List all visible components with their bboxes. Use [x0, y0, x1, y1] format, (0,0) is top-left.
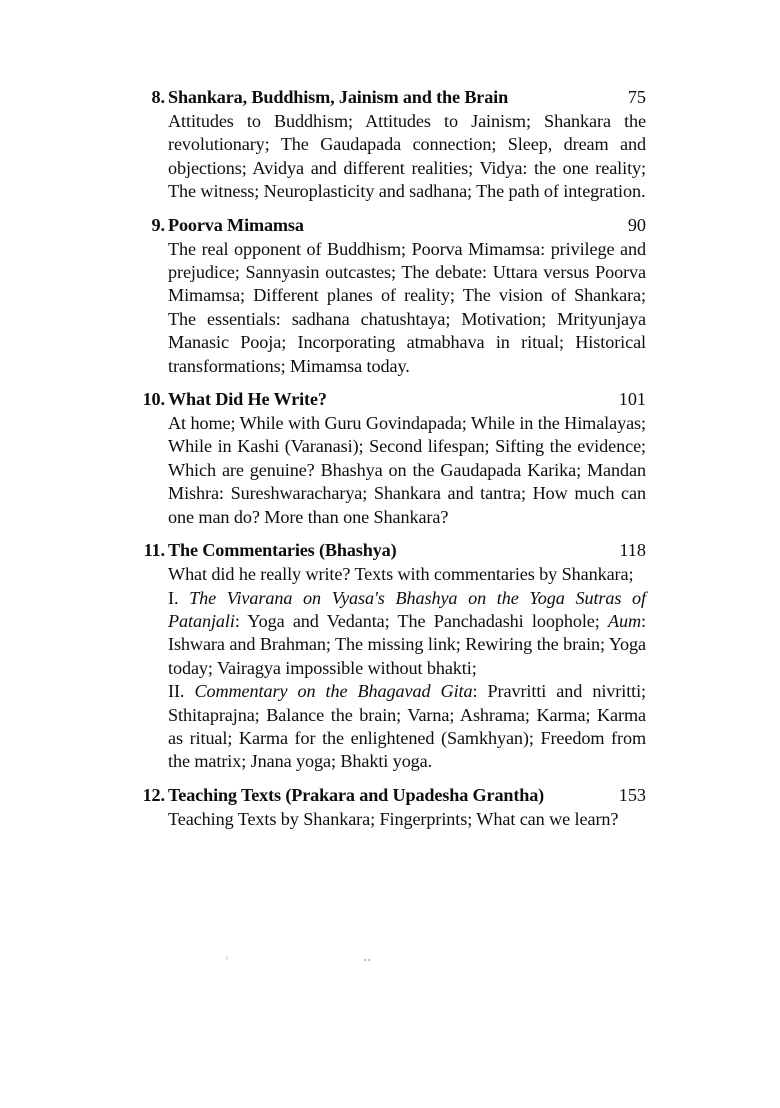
roman-ii-contents: : Pravritti and nivritti; Sthitaprajna; Balance the brain; Varna; Ashrama; Karma; Karma as ritual; Karma for the enlightened (Samkhyan); Freedom from the matrix; Jnana yoga; Bhakti yoga.	[168, 681, 647, 772]
toc-entry-subsection-i	[168, 587, 646, 681]
toc-entry-title[interactable]: Shankara, Buddhism, Jainism and the Brain	[168, 87, 509, 107]
toc-entry-body	[168, 563, 646, 774]
roman-i-work-title: The Vivarana on Vyasa's Bhashya on the Yoga Sutras of Patanjali	[168, 587, 646, 631]
toc-entry-body-text: Attitudes to Buddhism; Attitudes to Jainism; Shankara the revolutionary; The Gaudapada connection; Sleep, dream and objections; Avidya and different realities; Vidya: the one reality; The witness; Neuroplasticity and sadhana; The path of integration.	[168, 111, 646, 202]
table-of-contents	[140, 86, 646, 831]
toc-entry-title[interactable]: Teaching Texts (Prakara and Upadesha Grantha)	[168, 784, 545, 805]
toc-entry-title[interactable]: Poorva Mimamsa	[168, 214, 304, 235]
toc-entry-body-text: At home; While with Guru Govindapada; While in the Himalayas; While in Kashi (Varanasi); Second lifespan; Sifting the evidence; Which are genuine? Bhashya on the Gaudapada Karika; Mandan Mishra: Sureshwaracharya; Shankara and tantra; How much can one man do? More than one Shankara?	[168, 413, 646, 527]
toc-entry-body	[168, 808, 646, 831]
toc-entry-body	[168, 412, 646, 529]
toc-entry-body-intro: What did he really write? Texts with commentaries by Shankara;	[168, 564, 634, 585]
toc-entry-body-text: Teaching Texts by Shankara; Fingerprints; What can we learn?	[168, 808, 619, 829]
toc-entry-heading[interactable]	[140, 86, 646, 110]
roman-i-contents-a: : Yoga and Vedanta; The Panchadashi loophole;	[234, 610, 608, 631]
toc-entry[interactable]	[140, 784, 646, 831]
toc-entry-page-number: 101	[618, 389, 646, 410]
roman-i-italic-aum: Aum	[608, 610, 642, 631]
roman-ii-work-title: Commentary on the Bhagavad Gita	[194, 681, 473, 702]
toc-entry-number: 8.	[151, 87, 165, 107]
toc-entry[interactable]	[140, 214, 646, 378]
toc-entry-heading[interactable]	[140, 214, 646, 238]
toc-entry-number: 10.	[142, 389, 165, 410]
scan-artifact-speck	[368, 959, 370, 961]
toc-entry-title[interactable]: The Commentaries (Bhashya)	[168, 540, 397, 561]
toc-entry[interactable]	[140, 539, 646, 774]
toc-entry-page-number: 153	[618, 784, 646, 805]
toc-entry-heading[interactable]	[140, 784, 646, 808]
toc-entry-page-number: 90	[627, 214, 646, 235]
toc-entry-number: 11.	[143, 540, 165, 561]
toc-entry-body-text: The real opponent of Buddhism; Poorva Mimamsa: privilege and prejudice; Sannyasin outcastes; The debate: Uttara versus Poorva Mimamsa; Different planes of reality; The vision of Shankara; The essentials: sadhana chatushtaya; Motivation; Mrityunjaya Manasic Pooja; Incorporating atmabhava in ritual; Historical transformations; Mimamsa today.	[168, 238, 646, 376]
toc-entry-heading[interactable]	[140, 388, 646, 412]
toc-entry-number: 9.	[151, 214, 165, 235]
roman-i-contents-b: : Ishwara and Brahman; The missing link; Rewiring the brain; Yoga today; Vairagya impossible without bhakti;	[168, 610, 646, 678]
toc-entry-body	[168, 110, 646, 204]
toc-entry[interactable]	[140, 86, 646, 204]
toc-entry-page-number: 118	[619, 540, 646, 561]
toc-entry-number: 12.	[142, 784, 165, 805]
toc-entry-subsection-ii	[168, 680, 646, 774]
scan-artifact-speck	[226, 956, 228, 960]
toc-entry[interactable]	[140, 388, 646, 529]
scan-artifact-speck	[364, 959, 366, 961]
toc-entry-body	[168, 238, 646, 378]
roman-numeral-i-label: I.	[168, 587, 179, 608]
roman-numeral-ii-label: II.	[168, 681, 185, 702]
toc-entry-title[interactable]: What Did He Write?	[168, 389, 327, 410]
toc-entry-heading[interactable]	[140, 539, 646, 563]
toc-entry-page-number: 75	[627, 87, 646, 107]
